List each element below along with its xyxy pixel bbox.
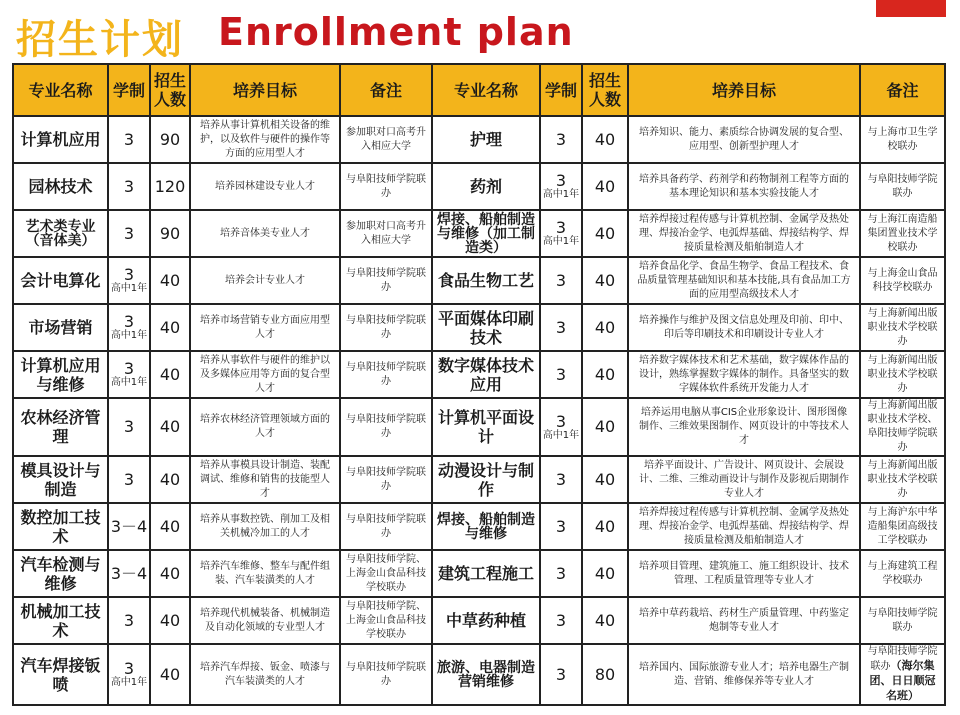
count-cell: 40 (150, 456, 190, 503)
major-cell-2: 食品生物工艺 (432, 257, 540, 304)
years-sub-label: 高中1年 (110, 330, 148, 341)
corner-accent-block (876, 0, 946, 17)
note-text: 与阜阳技师学院联办 (346, 466, 426, 492)
years-value: 3 (123, 469, 135, 489)
years-cell-2 (540, 398, 582, 456)
years-value: 3 (555, 129, 567, 149)
goal-cell: 培养从事软件与硬件的维护以及多媒体应用等方面的复合型人才 (190, 351, 340, 398)
note-bold-text: （海尔集团、日日顺冠名班） (869, 659, 936, 702)
note-cell (340, 351, 432, 398)
count-cell: 90 (150, 116, 190, 163)
count-cell-2: 40 (582, 456, 628, 503)
col-header-major: 专业名称 (13, 64, 108, 116)
note-text: 与阜阳技师学院联办 (346, 173, 426, 199)
years-cell (108, 503, 150, 550)
years-value: 3 (555, 218, 567, 237)
goal-cell: 培养园林建设专业人才 (190, 163, 340, 210)
note-text: 与阜阳技师学院、上海金山食品科技学校联办 (346, 600, 426, 640)
major-cell-2: 中草药种植 (432, 597, 540, 644)
years-cell-2 (540, 210, 582, 257)
years-sub-label: 高中1年 (542, 236, 580, 247)
note-cell-2 (860, 550, 945, 597)
years-cell-2 (540, 257, 582, 304)
note-cell-2 (860, 351, 945, 398)
note-text: 与上海江南造船集团置业技术学校联办 (867, 213, 938, 253)
major-cell: 机械加工技术 (13, 597, 108, 644)
col-header-major-2: 专业名称 (432, 64, 540, 116)
years-sub-label: 高中1年 (542, 429, 580, 441)
goal-cell: 培养汽车焊接、钣金、喷漆与汽车装潢类的人才 (190, 644, 340, 705)
note-text: 与阜阳技师学院、上海金山食品科技学校联办 (346, 553, 426, 593)
note-cell (340, 550, 432, 597)
note-text: 与上海市卫生学校联办 (867, 126, 938, 152)
years-cell (108, 351, 150, 398)
years-cell (108, 550, 150, 597)
count-cell-2: 80 (582, 644, 628, 705)
count-cell-2: 40 (582, 116, 628, 163)
years-cell-2 (540, 304, 582, 351)
major-cell-2: 计算机平面设计 (432, 398, 540, 456)
goal-cell-2: 培养操作与维护及图文信息处理及印前、印中、印后等印刷技术和印刷设计专业人才 (628, 304, 860, 351)
note-cell-2 (860, 456, 945, 503)
years-sub-label: 高中1年 (110, 377, 148, 388)
years-cell-2 (540, 597, 582, 644)
col-header-years-2: 学制 (540, 64, 582, 116)
title-english: Enrollment plan (218, 10, 574, 54)
major-cell: 汽车检测与维修 (13, 550, 108, 597)
major-cell-2: 焊接、船舶制造与维修 (432, 503, 540, 550)
major-cell-2: 焊接、船舶制造与维修（加工制造类） (432, 210, 540, 257)
years-value: 3－4 (110, 516, 148, 536)
note-text: 与阜阳技师学院联办 (346, 661, 426, 687)
goal-cell-2: 培养具备药学、药剂学和药物制剂工程等方面的基本理论知识和基本实验技能人才 (628, 163, 860, 210)
note-text: 与阜阳技师学院联办 (867, 646, 938, 672)
count-cell: 40 (150, 503, 190, 550)
years-value: 3 (555, 171, 567, 190)
years-cell-2 (540, 503, 582, 550)
note-text: 与阜阳技师学院联办 (346, 414, 426, 439)
years-value: 3 (123, 265, 135, 284)
table-row (13, 351, 945, 398)
years-value: 3 (555, 563, 567, 583)
note-text: 与阜阳技师学院联办 (346, 314, 426, 340)
note-text: 参加职对口高考升入相应大学 (346, 126, 426, 152)
count-cell: 40 (150, 644, 190, 705)
goal-cell: 培养会计专业人才 (190, 257, 340, 304)
note-cell-2 (860, 210, 945, 257)
major-cell: 汽车焊接钣喷 (13, 644, 108, 705)
count-cell-2: 40 (582, 257, 628, 304)
years-cell-2 (540, 644, 582, 705)
years-sub-label: 高中1年 (110, 677, 148, 688)
table-row (13, 304, 945, 351)
goal-cell: 培养现代机械装备、机械制造及自动化领域的专业型人才 (190, 597, 340, 644)
major-cell-2: 药剂 (432, 163, 540, 210)
years-cell (108, 644, 150, 705)
count-cell: 90 (150, 210, 190, 257)
count-cell: 40 (150, 257, 190, 304)
major-cell: 计算机应用 (13, 116, 108, 163)
table-row (13, 116, 945, 163)
goal-cell: 培养汽车维修、整车与配件组装、汽车装潢类的人才 (190, 550, 340, 597)
years-cell (108, 398, 150, 456)
years-value: 3 (555, 364, 567, 384)
major-cell-2: 旅游、电器制造 营销维修 (432, 644, 540, 705)
years-value: 3 (123, 417, 135, 436)
note-cell (340, 503, 432, 550)
table-row (13, 210, 945, 257)
count-cell-2: 40 (582, 304, 628, 351)
major-cell: 园林技术 (13, 163, 108, 210)
years-sub-label: 高中1年 (110, 283, 148, 294)
goal-cell-2: 培养数字媒体技术和艺术基础，数字媒体作品的设计，熟练掌握数字媒体的制作。具备坚实的数字媒体软件系统开发能力人才 (628, 351, 860, 398)
note-cell (340, 163, 432, 210)
note-cell (340, 398, 432, 456)
enrollment-table (12, 63, 946, 706)
note-cell-2 (860, 503, 945, 550)
col-header-count-2: 招生人数 (582, 64, 628, 116)
col-header-years: 学制 (108, 64, 150, 116)
count-cell: 40 (150, 597, 190, 644)
table-row (13, 597, 945, 644)
title-chinese: 招生计划 (16, 17, 184, 63)
major-cell-2: 动漫设计与制作 (432, 456, 540, 503)
goal-cell-2: 培养食品化学、食品生物学、食品工程技术、食品质量管理基础知识和基本技能,具有食品加工方面的应用型高级技术人才 (628, 257, 860, 304)
goal-cell-2: 培养平面设计、广告设计、网页设计、会展设计、二维、三维动画设计与制作及影视后期制作专业人才 (628, 456, 860, 503)
note-cell-2 (860, 257, 945, 304)
note-cell-2 (860, 304, 945, 351)
note-cell (340, 116, 432, 163)
goal-cell: 培养从事模具设计制造、装配调试、维修和销售的技能型人才 (190, 456, 340, 503)
count-cell-2: 40 (582, 550, 628, 597)
years-value: 3 (555, 317, 567, 337)
goal-cell-2: 培养项目管理、建筑施工、施工组织设计、技术管理、工程质量管理等专业人才 (628, 550, 860, 597)
goal-cell-2: 培养运用电脑从事CIS企业形象设计、图形图像制作、三维效果图制作、网页设计的中等技术人才 (628, 398, 860, 456)
years-cell-2 (540, 456, 582, 503)
years-value: 3 (555, 469, 567, 489)
note-cell-2 (860, 163, 945, 210)
count-cell-2: 40 (582, 503, 628, 550)
note-text: 与阜阳技师学院联办 (867, 173, 938, 199)
count-cell: 40 (150, 550, 190, 597)
years-cell (108, 597, 150, 644)
count-cell-2: 40 (582, 597, 628, 644)
note-text: 与上海新闻出版职业技术学校、阜阳技师学院联办 (867, 400, 938, 453)
years-cell-2 (540, 550, 582, 597)
goal-cell-2: 培养焊接过程传感与计算机控制、金属学及热处理、焊接冶金学、电弧焊基础、焊接结构学、焊接质量检测及船舶制造人才 (628, 210, 860, 257)
table-row (13, 257, 945, 304)
years-value: 3 (555, 270, 567, 290)
years-value: 3－4 (110, 563, 148, 583)
table-header-row (13, 64, 945, 116)
major-cell: 数控加工技术 (13, 503, 108, 550)
note-text: 与上海新闻出版职业技术学校联办 (867, 354, 938, 394)
note-text: 与上海新闻出版职业技术学校联办 (867, 459, 938, 499)
count-cell-2: 40 (582, 163, 628, 210)
major-cell: 会计电算化 (13, 257, 108, 304)
count-cell-2: 40 (582, 210, 628, 257)
years-value: 3 (555, 610, 567, 630)
count-cell-2: 40 (582, 398, 628, 456)
goal-cell-2: 培养知识、能力、素质综合协调发展的复合型、应用型、创新型护理人才 (628, 116, 860, 163)
note-text: 与上海建筑工程学校联办 (867, 560, 938, 586)
note-cell (340, 304, 432, 351)
years-value: 3 (123, 223, 135, 243)
major-cell-2: 数字媒体技术应用 (432, 351, 540, 398)
years-value: 3 (123, 610, 135, 630)
years-value: 3 (123, 659, 135, 678)
note-cell-2 (860, 398, 945, 456)
note-text: 与阜阳技师学院联办 (346, 361, 426, 387)
note-cell-2 (860, 597, 945, 644)
note-cell-2 (860, 116, 945, 163)
goal-cell-2: 培养国内、国际旅游专业人才；培养电器生产制造、营销、维修保养等专业人才 (628, 644, 860, 705)
years-value: 3 (123, 129, 135, 149)
table-row (13, 503, 945, 550)
goal-cell: 培养音体美专业人才 (190, 210, 340, 257)
major-cell-2: 护理 (432, 116, 540, 163)
goal-cell: 培养从事计算机相关设备的维护，以及软件与硬件的操作等方面的应用型人才 (190, 116, 340, 163)
major-cell: 计算机应用与维修 (13, 351, 108, 398)
years-cell (108, 116, 150, 163)
col-header-count: 招生人数 (150, 64, 190, 116)
col-header-goal-2: 培养目标 (628, 64, 860, 116)
major-cell-2: 平面媒体印刷技术 (432, 304, 540, 351)
note-text: 与阜阳技师学院联办 (867, 607, 938, 633)
count-cell-2: 40 (582, 351, 628, 398)
goal-cell: 培养农林经济管理领域方面的人才 (190, 398, 340, 456)
note-cell-2 (860, 644, 945, 705)
years-sub-label: 高中1年 (542, 189, 580, 200)
goal-cell: 培养从事数控铣、削加工及相关机械冷加工的人才 (190, 503, 340, 550)
note-text: 与上海沪东中华造船集团高级技工学校联办 (867, 506, 938, 546)
note-cell (340, 257, 432, 304)
table-row (13, 456, 945, 503)
years-cell (108, 304, 150, 351)
goal-cell-2: 培养焊接过程传感与计算机控制、金属学及热处理、焊接冶金学、电弧焊基础、焊接结构学、焊接质量检测及船舶制造人才 (628, 503, 860, 550)
years-cell-2 (540, 351, 582, 398)
count-cell: 40 (150, 304, 190, 351)
years-cell (108, 163, 150, 210)
note-cell (340, 597, 432, 644)
years-cell-2 (540, 163, 582, 210)
col-header-note: 备注 (340, 64, 432, 116)
table-row (13, 398, 945, 456)
col-header-goal: 培养目标 (190, 64, 340, 116)
header (0, 0, 960, 62)
years-value: 3 (555, 411, 567, 431)
count-cell: 40 (150, 351, 190, 398)
table-row (13, 163, 945, 210)
note-cell (340, 644, 432, 705)
major-cell: 农林经济管理 (13, 398, 108, 456)
count-cell: 40 (150, 398, 190, 456)
note-text: 参加职对口高考升入相应大学 (346, 220, 426, 246)
table-row (13, 550, 945, 597)
major-cell-2: 建筑工程施工 (432, 550, 540, 597)
note-text: 与上海金山食品科技学校联办 (867, 267, 938, 293)
note-text: 与阜阳技师学院联办 (346, 513, 426, 539)
goal-cell-2: 培养中草药栽培、药材生产质量管理、中药鉴定炮制等专业人才 (628, 597, 860, 644)
years-cell (108, 456, 150, 503)
years-cell (108, 257, 150, 304)
major-cell: 市场营销 (13, 304, 108, 351)
years-value: 3 (555, 516, 567, 536)
note-text: 与阜阳技师学院联办 (346, 267, 426, 293)
years-value: 3 (123, 359, 135, 378)
major-cell: 艺术类专业（音体美） (13, 210, 108, 257)
goal-cell: 培养市场营销专业方面应用型人才 (190, 304, 340, 351)
note-cell (340, 456, 432, 503)
years-value: 3 (555, 664, 567, 684)
years-cell-2 (540, 116, 582, 163)
table-row (13, 644, 945, 705)
major-cell: 模具设计与制造 (13, 456, 108, 503)
col-header-note-2: 备注 (860, 64, 945, 116)
years-value: 3 (123, 176, 135, 196)
note-cell (340, 210, 432, 257)
years-cell (108, 210, 150, 257)
note-text: 与上海新闻出版职业技术学校联办 (867, 307, 938, 347)
count-cell: 120 (150, 163, 190, 210)
years-value: 3 (123, 312, 135, 331)
